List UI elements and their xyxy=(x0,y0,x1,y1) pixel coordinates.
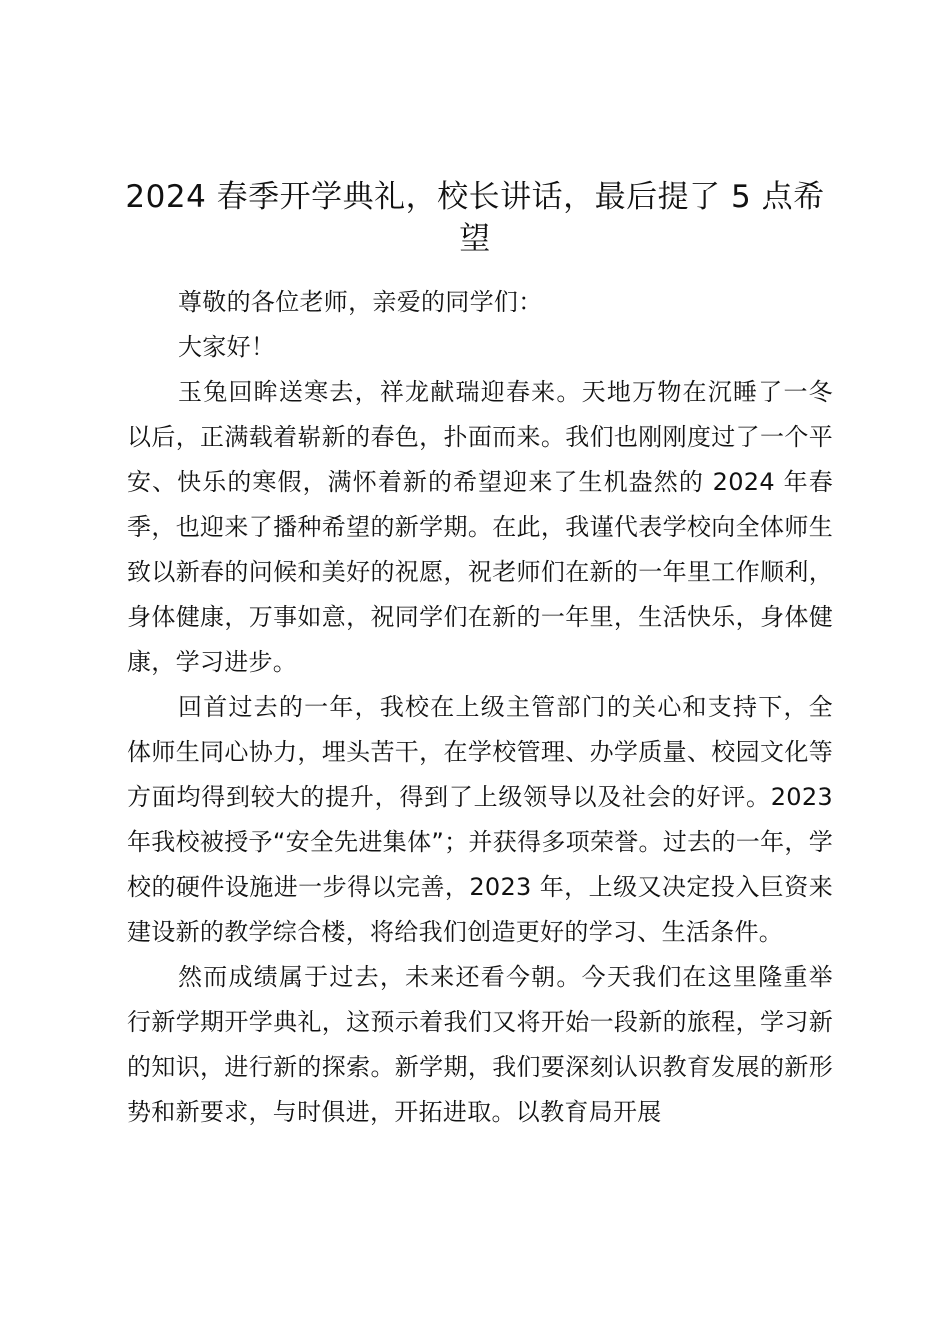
body-paragraph: 回首过去的一年，我校在上级主管部门的关心和支持下，全体师生同心协力，埋头苦干，在学校管理、办学质量、校园文化等方面均得到较大的提升，得到了上级领导以及社会的好评。2023 年我校被授予“安全先进集体”；并获得多项荣誉。过去的一年，学校的硬件设施进一步得以完善，2023 年，上级又决定投入巨资来建设新的教学综合楼，将给我们创造更好的学习、生活条件。 xyxy=(127,693,833,946)
document-title: 2024 春季开学典礼，校长讲话，最后提了 5 点希望 xyxy=(125,179,825,257)
greeting-paragraph: 尊敬的各位老师，亲爱的同学们： xyxy=(178,288,543,316)
salutation-paragraph: 大家好！ xyxy=(178,333,276,361)
body-paragraph: 然而成绩属于过去，未来还看今朝。今天我们在这里隆重举行新学期开学典礼，这预示着我们又将开始一段新的旅程，学习新的知识，进行新的探索。新学期，我们要深刻认识教育发展的新形势和新要求，与时俱进，开拓进取。以教育局开展 xyxy=(127,963,833,1126)
document-body xyxy=(127,280,833,1135)
body-paragraph: 玉兔回眸送寒去，祥龙献瑞迎春来。天地万物在沉睡了一冬以后，正满载着崭新的春色，扑面而来。我们也刚刚度过了一个平安、快乐的寒假，满怀着新的希望迎来了生机盎然的 2024 年春季，也迎来了播种希望的新学期。在此，我谨代表学校向全体师生致以新春的问候和美好的祝愿，祝老师们在新的一年里工作顺利，身体健康，万事如意，祝同学们在新的一年里，生活快乐，身体健康，学习进步。 xyxy=(127,378,833,676)
